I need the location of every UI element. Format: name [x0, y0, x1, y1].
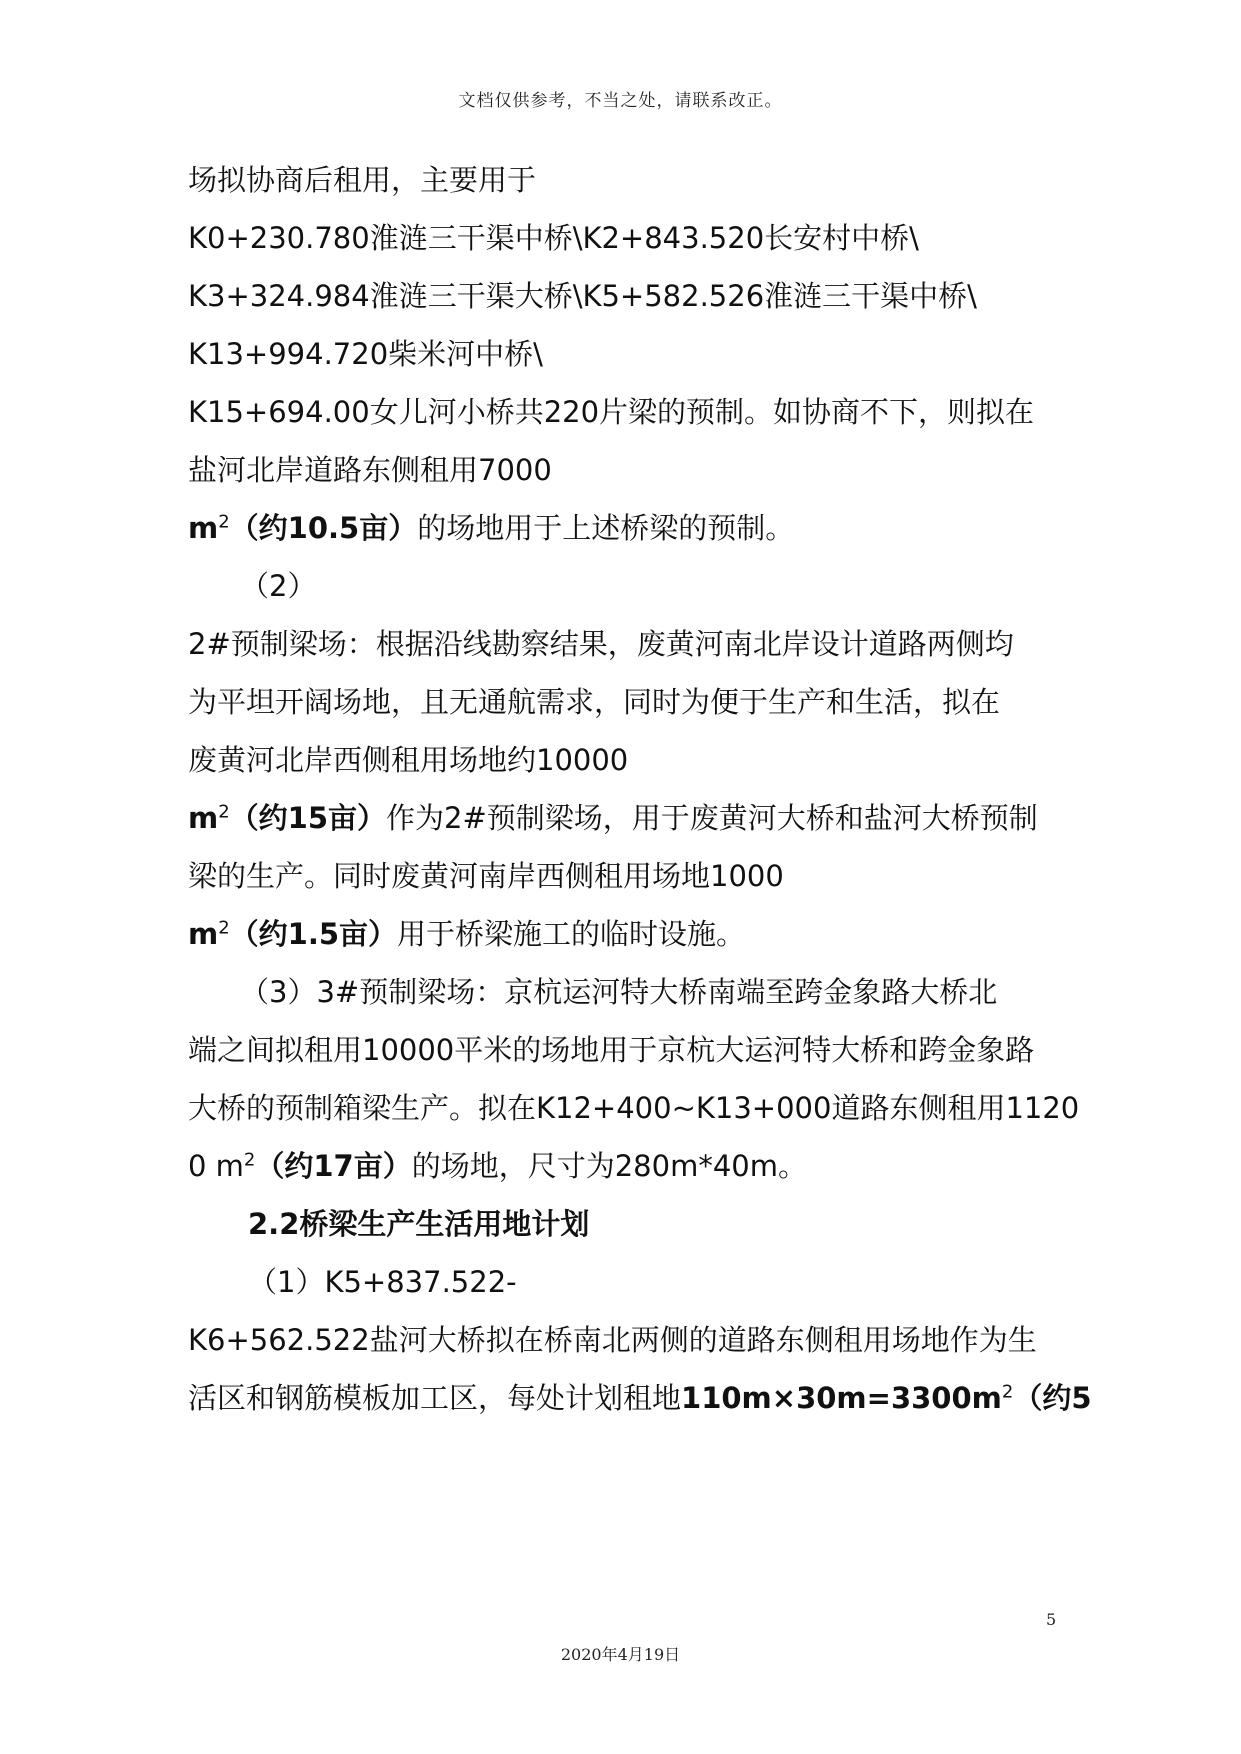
- text-line: 梁的生产。同时废黄河南岸西侧租用场地1000: [188, 859, 784, 893]
- superscript: 2: [218, 801, 230, 823]
- text-line: （3）3#预制梁场：京杭运河特大桥南端至跨金象路大桥北: [240, 975, 998, 1009]
- text-line: K6+562.522盐河大桥拟在桥南北两侧的道路东侧租用场地作为生: [188, 1323, 1037, 1357]
- text-line: K15+694.00女儿河小桥共220片梁的预制。如协商不下，则拟在: [188, 395, 1035, 429]
- item-number: （2）: [240, 569, 317, 603]
- text-span: 活区和钢筋模板加工区，每处计划租地: [188, 1381, 682, 1415]
- unit-text: m: [188, 917, 219, 951]
- superscript: 2: [218, 917, 230, 939]
- text-line: 端之间拟租用10000平米的场地用于京杭大运河特大桥和跨金象路: [188, 1033, 1035, 1067]
- superscript: 2: [218, 511, 230, 533]
- text-line: 场拟协商后租用，主要用于: [188, 163, 537, 197]
- text-line: [188, 914, 745, 954]
- text-line: K0+230.780淮涟三干渠中桥\K2+843.520长安村中桥\: [188, 221, 919, 255]
- text-line: 为平坦开阔场地，且无通航需求，同时为便于生产和生活，拟在: [188, 685, 1001, 719]
- text-line: [188, 798, 1038, 838]
- unit-text: m: [188, 801, 219, 835]
- area-note: （约17亩）: [255, 1149, 412, 1183]
- footer-date: 2020年4月19日: [560, 1645, 681, 1664]
- text-span: 用于桥梁施工的临时设施。: [397, 917, 746, 951]
- text-line: [188, 1146, 807, 1186]
- area-note: （约15亩）: [229, 801, 387, 835]
- superscript: 2: [1001, 1381, 1014, 1403]
- unit-text: m: [188, 511, 219, 545]
- text-line: [188, 508, 794, 548]
- text-line: 废黄河北岸西侧租用场地约10000: [188, 743, 629, 777]
- text-line: K3+324.984淮涟三干渠大桥\K5+582.526淮涟三干渠中桥\: [188, 279, 977, 313]
- unit-text: 0 m: [188, 1149, 244, 1183]
- text-span: 作为2#预制梁场，用于废黄河大桥和盐河大桥预制: [386, 801, 1038, 835]
- superscript: 2: [243, 1149, 256, 1171]
- area-note: （约5: [1013, 1381, 1092, 1415]
- text-line: （1）K5+837.522-: [248, 1265, 517, 1299]
- text-span: 的场地，尺寸为280m*40m。: [411, 1149, 807, 1183]
- text-line: 盐河北岸道路东侧租用7000: [188, 453, 552, 487]
- text-span: 的场地用于上述桥梁的预制。: [417, 511, 795, 545]
- page-number: 5: [1046, 1610, 1057, 1629]
- text-line: 2#预制梁场：根据沿线勘察结果，废黄河南北岸设计道路两侧均: [188, 627, 1014, 661]
- area-note: （约1.5亩）: [229, 917, 398, 951]
- text-line: [188, 1378, 1092, 1418]
- header-disclaimer: 文档仅供参考，不当之处，请联系改正。: [458, 91, 783, 111]
- text-line: K13+994.720柴米河中桥\: [188, 337, 543, 371]
- area-note: （约10.5亩）: [229, 511, 418, 545]
- area-formula: 110m×30m=3300m: [681, 1381, 1002, 1415]
- section-heading: 2.2桥梁生产生活用地计划: [248, 1207, 590, 1241]
- text-line: 大桥的预制箱梁生产。拟在K12+400~K13+000道路东侧租用1120: [188, 1091, 1080, 1125]
